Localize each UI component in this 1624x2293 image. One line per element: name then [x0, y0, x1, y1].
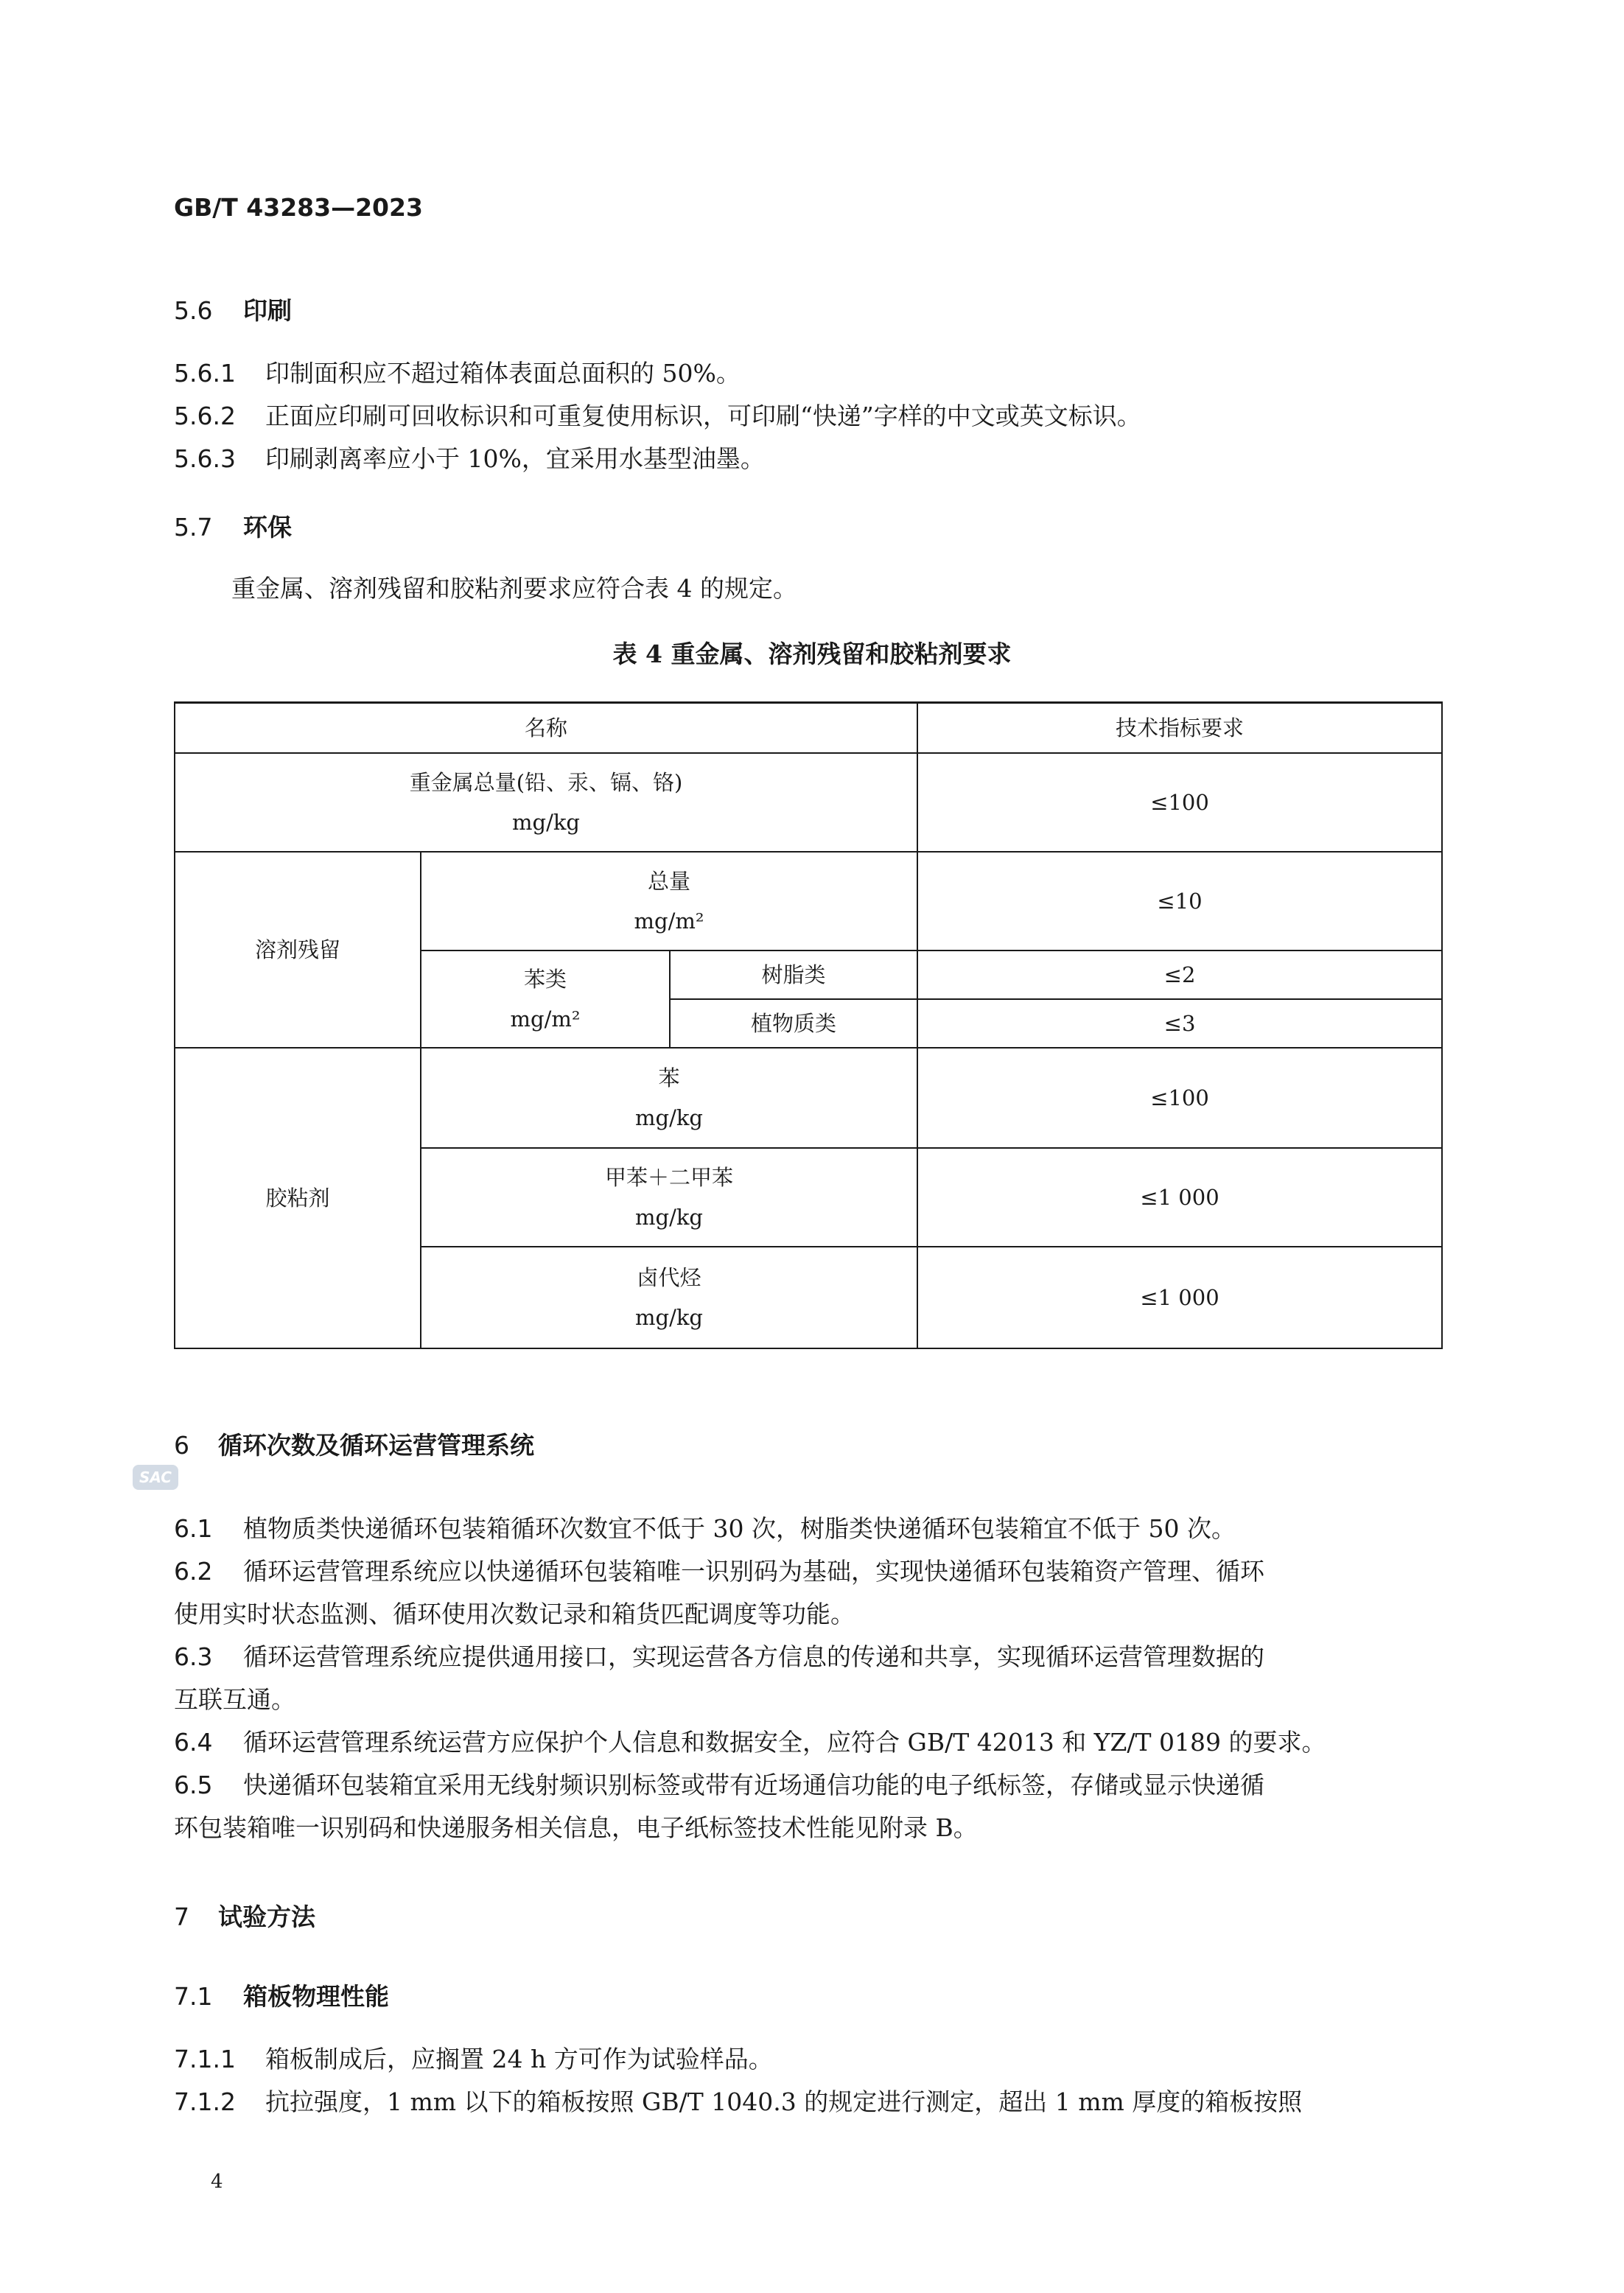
table-cell-value: ≤100	[917, 753, 1442, 852]
section-title: 箱板物理性能	[243, 1982, 389, 2011]
clause-number: 7.1.2	[174, 2087, 236, 2116]
section-7-heading	[174, 1898, 315, 1933]
table-cell-value: ≤1 000	[917, 1148, 1442, 1247]
clause-text: 印刷剥离率应小于 10%，宜采用水基型油墨。	[265, 444, 765, 473]
clause-6-1	[174, 1508, 1236, 1550]
clause-number: 5.6.1	[174, 359, 236, 388]
table-cell-solvent-total	[421, 852, 917, 951]
clause-6-2	[174, 1550, 1264, 1593]
table-cell-plant: 植物质类	[670, 999, 917, 1048]
section-title: 环保	[243, 513, 292, 542]
cell-unit: mg/m²	[510, 1006, 581, 1032]
section-title: 循环次数及循环运营管理系统	[218, 1431, 534, 1460]
clause-number: 5.6.3	[174, 444, 236, 473]
cell-unit: mg/kg	[635, 1304, 703, 1330]
clause-6-2-continued: 使用实时状态监测、循环使用次数记录和箱货匹配调度等功能。	[174, 1600, 855, 1628]
table-group-solvent: 溶剂残留	[175, 852, 421, 1048]
clause-text: 正面应印刷可回收标识和可重复使用标识，可印刷“快递”字样的中文或英文标识。	[265, 402, 1141, 430]
section-title: 印刷	[243, 296, 292, 325]
clause-number: 6.5	[174, 1771, 213, 1799]
table-cell-value: ≤2	[917, 951, 1442, 999]
cell-unit: mg/kg	[512, 809, 580, 835]
clause-number: 6.1	[174, 1514, 213, 1543]
cell-name: 甲苯＋二甲苯	[605, 1164, 734, 1190]
table-header-name: 名称	[175, 703, 917, 753]
clause-number: 5.6.2	[174, 402, 236, 430]
clause-text: 植物质类快递循环包装箱循环次数宜不低于 30 次，树脂类快递循环包装箱宜不低于 50 次。	[243, 1514, 1236, 1543]
section-number: 7.1	[174, 1982, 213, 2011]
cell-name: 苯类	[523, 966, 567, 992]
table-cell-value: ≤10	[917, 852, 1442, 951]
cell-name: 苯	[658, 1065, 680, 1091]
clause-6-3-continued: 互联互通。	[174, 1685, 295, 1714]
clause-text: 箱板制成后，应搁置 24 h 方可作为试验样品。	[265, 2045, 773, 2073]
table-cell-value: ≤1 000	[917, 1247, 1442, 1348]
clause-7-1-1	[174, 2038, 773, 2081]
clause-number: 6.3	[174, 1642, 213, 1671]
clause-5-6-3	[174, 438, 765, 480]
requirements-table	[174, 701, 1443, 1349]
table-caption: 表 4 重金属、溶剂残留和胶粘剂要求	[612, 640, 1012, 668]
cell-unit: mg/kg	[635, 1105, 703, 1130]
table-cell-adhesive-toluene	[421, 1148, 917, 1247]
section-5-7-intro: 重金属、溶剂残留和胶粘剂要求应符合表 4 的规定。	[231, 574, 797, 603]
table-cell-value: ≤100	[917, 1048, 1442, 1148]
cell-unit: mg/m²	[634, 908, 704, 934]
table-cell-adhesive-halo	[421, 1247, 917, 1348]
table-cell-value: ≤3	[917, 999, 1442, 1048]
clause-number: 7.1.1	[174, 2045, 236, 2073]
clause-text: 印制面积应不超过箱体表面总面积的 50%。	[265, 359, 741, 388]
section-5-7-heading	[174, 508, 292, 543]
section-5-6-heading	[174, 292, 292, 326]
clause-number: 6.2	[174, 1557, 213, 1586]
document-id: GB/T 43283—2023	[174, 193, 423, 222]
clause-7-1-2	[174, 2081, 1302, 2124]
clause-text: 快递循环包装箱宜采用无线射频识别标签或带有近场通信功能的电子纸标签，存储或显示快递循	[243, 1771, 1264, 1799]
table-header-requirement: 技术指标要求	[917, 703, 1442, 753]
sac-watermark: SAC	[133, 1465, 178, 1490]
section-number: 5.6	[174, 296, 213, 325]
clause-text: 循环运营管理系统应以快递循环包装箱唯一识别码为基础，实现快递循环包装箱资产管理、循环	[243, 1557, 1264, 1586]
table-cell-resin: 树脂类	[670, 951, 917, 999]
section-number: 5.7	[174, 513, 213, 542]
clause-5-6-1	[174, 352, 741, 395]
clause-6-5-continued: 环包装箱唯一识别码和快递服务相关信息，电子纸标签技术性能见附录 B。	[174, 1813, 978, 1842]
page-number: 4	[211, 2171, 223, 2193]
cell-name: 重金属总量(铅、汞、镉、铬)	[409, 769, 683, 795]
clause-text: 循环运营管理系统应提供通用接口，实现运营各方信息的传递和共享，实现循环运营管理数据的	[243, 1642, 1264, 1671]
clause-5-6-2	[174, 395, 1141, 438]
table-group-adhesive: 胶粘剂	[175, 1048, 421, 1348]
clause-number: 6.4	[174, 1728, 213, 1757]
clause-text: 抗拉强度，1 mm 以下的箱板按照 GB/T 1040.3 的规定进行测定，超出 1 mm 厚度的箱板按照	[265, 2087, 1303, 2116]
table-cell-solvent-benzene	[421, 951, 670, 1048]
table-cell-heavy-metal	[175, 753, 917, 852]
cell-name: 总量	[648, 868, 691, 894]
section-6-heading	[174, 1426, 534, 1461]
cell-name: 卤代烃	[637, 1264, 701, 1290]
section-number: 6	[174, 1431, 189, 1460]
section-7-1-heading	[174, 1978, 389, 2012]
clause-6-3	[174, 1636, 1264, 1678]
table-cell-adhesive-benzene	[421, 1048, 917, 1148]
clause-6-5	[174, 1764, 1264, 1807]
section-number: 7	[174, 1902, 189, 1931]
clause-text: 循环运营管理系统运营方应保护个人信息和数据安全，应符合 GB/T 42013 和 YZ/T 0189 的要求。	[243, 1728, 1326, 1757]
section-title: 试验方法	[218, 1902, 315, 1931]
cell-unit: mg/kg	[635, 1204, 703, 1230]
clause-6-4	[174, 1721, 1326, 1764]
